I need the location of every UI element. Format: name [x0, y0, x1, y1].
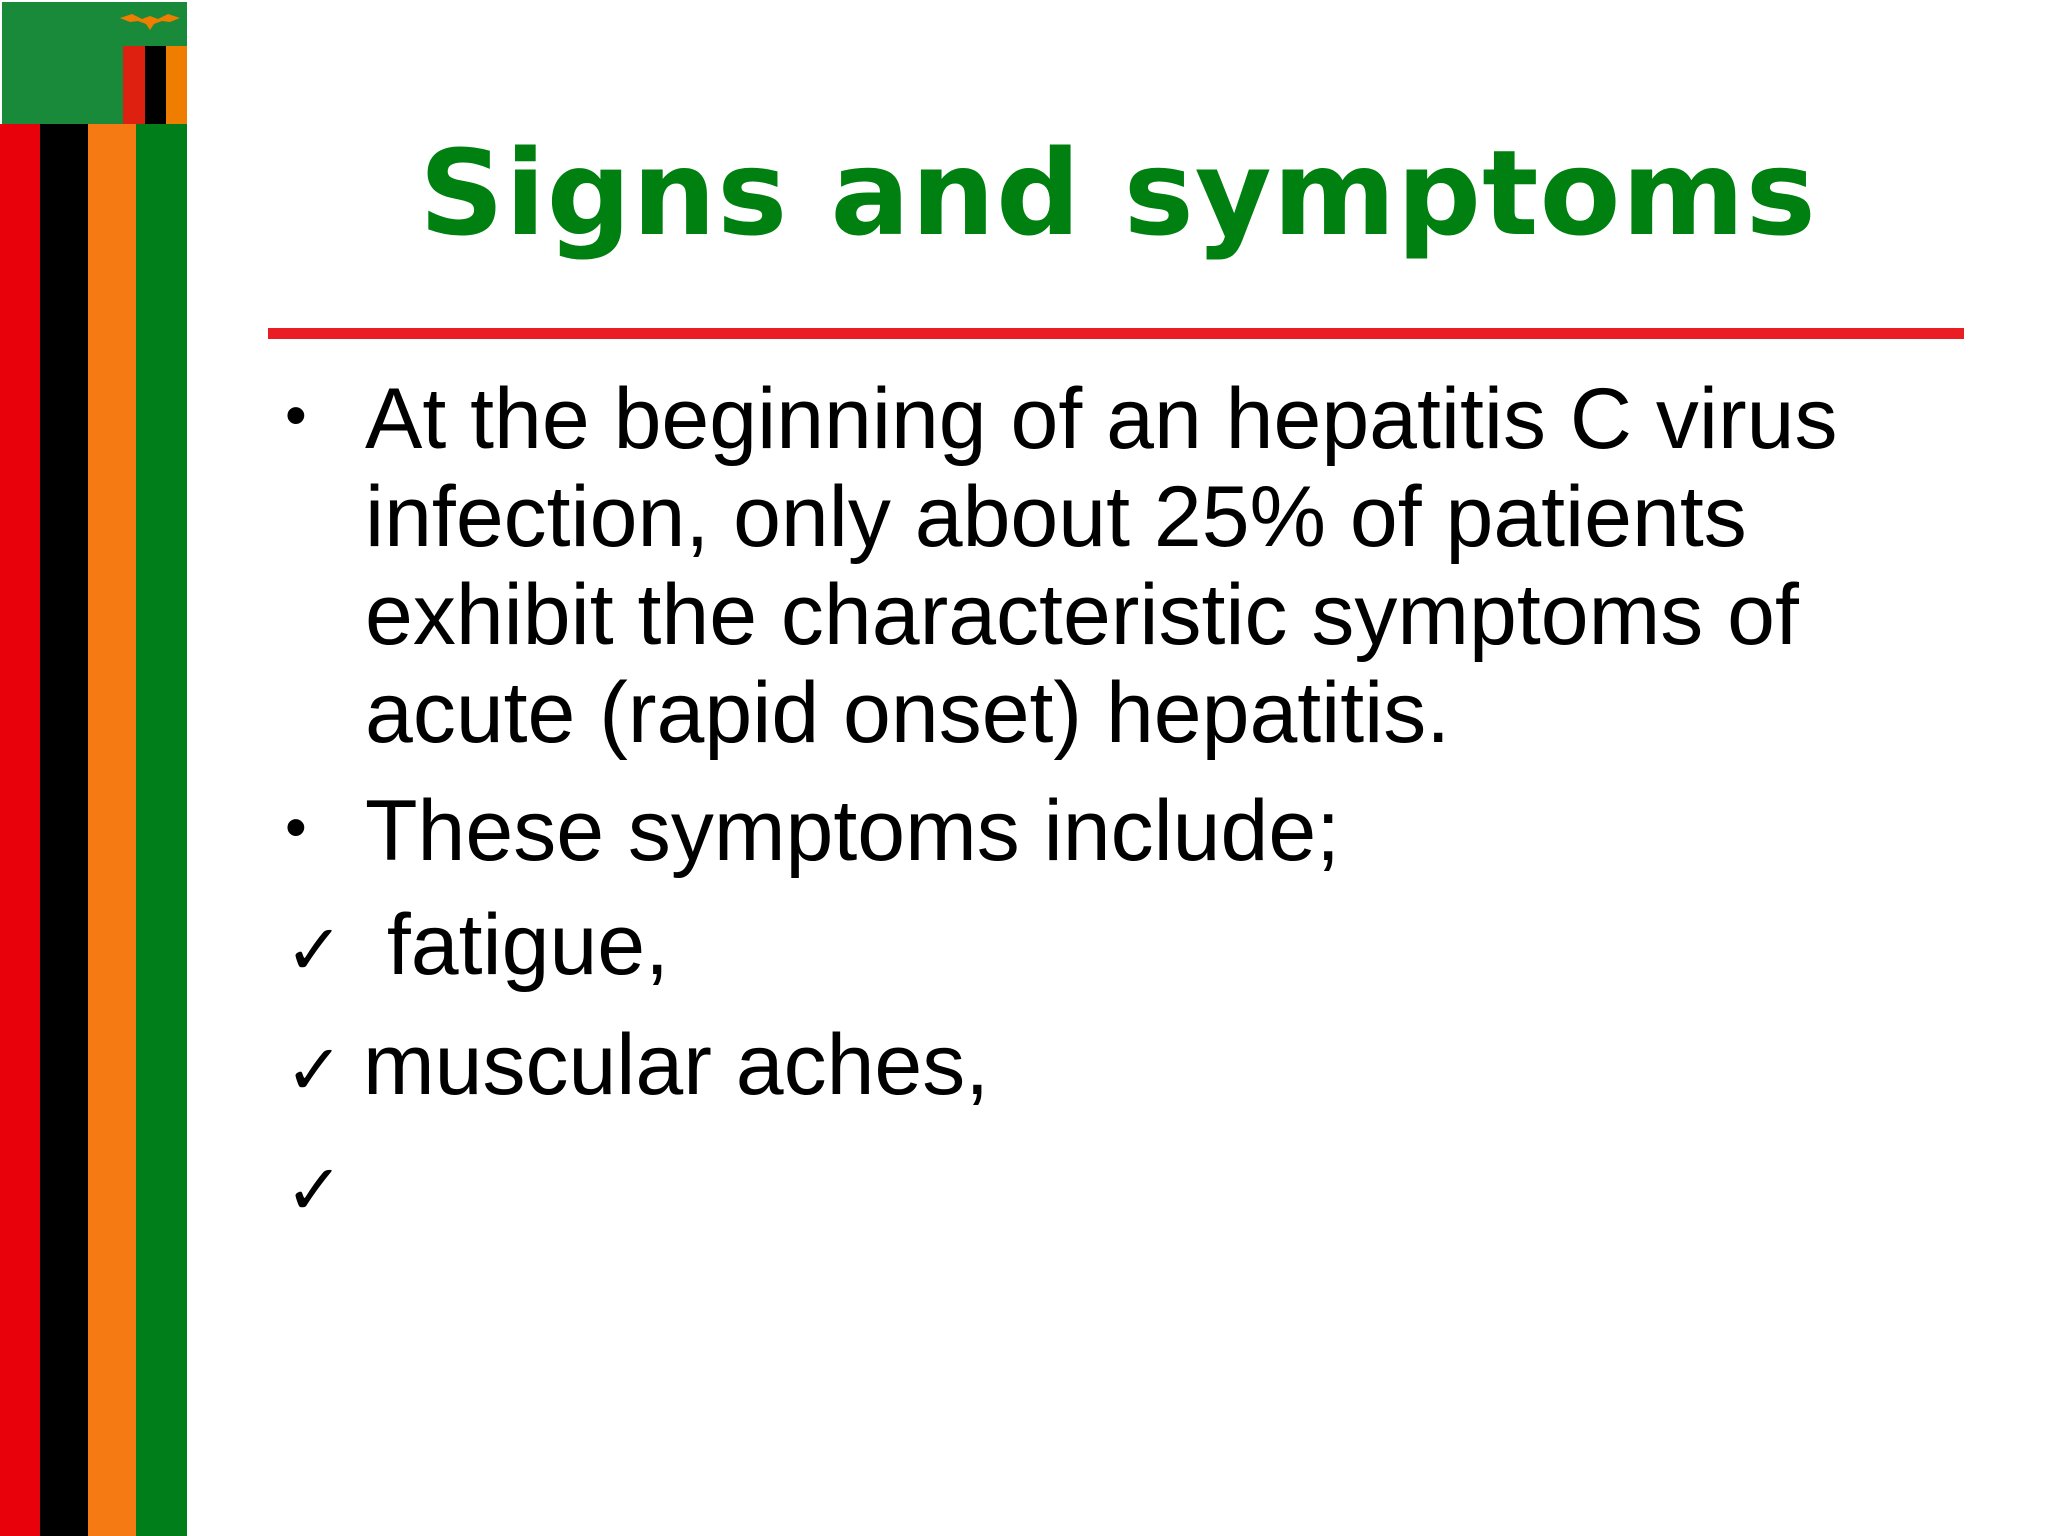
checklist-item: [285, 895, 669, 1000]
flag-black-stripe: [40, 124, 88, 1536]
bullet-text: These symptoms include;: [365, 783, 1341, 879]
bullet-dot: •: [285, 381, 307, 450]
checklist-text: fatigue,: [363, 897, 669, 993]
checkmark-icon: ✓: [285, 1029, 344, 1111]
eagle-icon: [118, 10, 182, 36]
flag-orange-stripe: [88, 124, 136, 1536]
flag-canton-black-stripe: [145, 46, 166, 124]
checklist-item: [285, 1015, 989, 1120]
flag-red-stripe: [0, 124, 40, 1536]
title-divider: [268, 328, 1964, 339]
bullet-dot: •: [285, 793, 307, 862]
bullet-text: At the beginning of an hepatitis C virus infection, only about 25% of patients exhibit the characteristic symptoms of acute (rapid onset) hepatitis.: [365, 371, 1838, 761]
flag-canton-red-stripe: [123, 46, 145, 124]
flag-green-stripe: [136, 124, 187, 1536]
checklist-item: [285, 1135, 363, 1240]
checkmark-icon: ✓: [285, 1149, 344, 1231]
checklist-text: muscular aches,: [363, 1017, 990, 1113]
slide-title: Signs and symptoms: [419, 124, 1817, 262]
flag-canton-orange-stripe: [166, 46, 187, 124]
flag-canton: [2, 2, 187, 124]
zambia-flag-icon: [0, 0, 187, 1536]
checkmark-icon: ✓: [285, 909, 344, 991]
